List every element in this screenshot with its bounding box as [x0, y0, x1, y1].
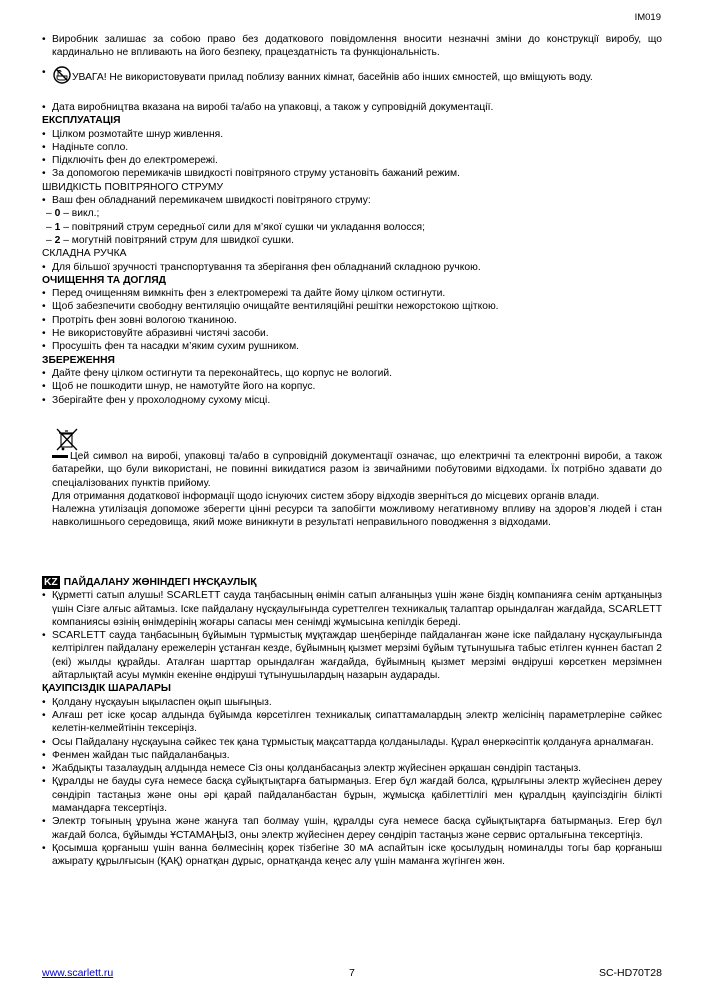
no-bath-warning-icon: [52, 66, 72, 88]
list-item: • Не використовуйте абразивні чистячі засоби.: [42, 327, 662, 340]
list-item: • Підключіть фен до електромережі.: [42, 154, 662, 167]
list-item: • Дата виробництва вказана на виробі та/або на упаковці, а також у супровідній документації.: [42, 101, 662, 114]
weee-text: Цей символ на виробі, упаковці та/або в супровідній документації означає, що електричні та електронні вироби, а також батарейки, що були використані, не повинні викидатися разом із звичайними побутовими відходами. Їх потрібно здавати до спеціалізованих пунктів прийому.: [52, 451, 662, 489]
speed-item: – 0 – викл.;: [46, 208, 100, 220]
list-item: • Для більшої зручності транспортування та зберігання фен обладнаний складною ручкою.: [42, 261, 662, 274]
speed-item: – 2 – могутній повітряний струм для швидкої сушки.: [46, 234, 294, 246]
page-number: 7: [349, 967, 355, 979]
list-item: • Алғаш рет іске қосар алдында бұйымда көрсетілген техникалық сипаттамалардың электр желісінің параметрлеріне сәйкес келетін-келмейтінін тексеріңіз.: [42, 709, 662, 736]
weee-info: Для отримання додаткової інформації щодо існуючих систем збору відходів зверніться до місцевих органів влади.: [52, 490, 600, 502]
list-item: • Перед очищенням вимкніть фен з електромережі та дайте йому цілком остигнути.: [42, 287, 662, 300]
list-item: • Надіньте сопло.: [42, 141, 662, 154]
weee-disposal: Належна утилізація допоможе зберегти цінні ресурси та запобігти можливому негативному впливу на здоров’я людей і стан навколишнього середовища, який може виникнути в результаті неправильного поводження з відходами.: [52, 504, 662, 529]
list-item: • Цілком розмотайте шнур живлення.: [42, 128, 662, 141]
section-heading-speed: ШВИДКІСТЬ ПОВІТРЯНОГО СТРУМУ: [42, 181, 224, 193]
speed-item: – 1 – повітряний струм середньої сили для м’якої сушки чи укладання волосся;: [46, 221, 425, 233]
list-item: • Фенмен жайдан тыс пайдаланбаңыз.: [42, 749, 662, 762]
list-item: • Щоб забезпечити свободну вентиляцію очищайте вентиляційні решітки нежорстокою щіткою.: [42, 300, 662, 313]
weee-block: [42, 428, 662, 530]
ua-main: [42, 101, 662, 407]
kz-title: KZ ПАЙДАЛАНУ ЖӨНІНДЕГІ НҰСҚАУЛЫҚ: [44, 577, 257, 588]
section-heading-storage: ЗБЕРЕЖЕННЯ: [42, 354, 115, 366]
list-item: • Жабдықты тазалаудың алдында немесе Сіз оны қолданбасаңыз электр жүйесінен әрқашан сөндіріп тастаңыз.: [42, 762, 662, 775]
list-item: • Зберігайте фен у прохолодному сухому місці.: [42, 394, 662, 407]
list-item: • Щоб не пошкодити шнур, не намотуйте його на корпус.: [42, 380, 662, 393]
list-item: • Қолдану нұсқауын ықыласпен оқып шығыңыз.: [42, 696, 662, 709]
section-heading-safety: ҚАУІПСІЗДІК ШАРАЛАРЫ: [42, 683, 172, 695]
list-item: • Құралды не бауды суға немесе басқа сұйықтықтарға батырмаңыз. Егер бұл жағдай болса, құрылғыны электр жүйесінен дереу сөндіріп тастаңыз және оны әрі қарай пайдаланбастан бұрын, жұмысқа қабілеттілігі мен құралдың қауіпсіздігін білікті мамандарға тексертіңіз.: [42, 775, 662, 815]
list-item: • Дайте фену цілком остигнути та переконайтесь, що корпус не вологий.: [42, 367, 662, 380]
document-code: IM019: [634, 12, 661, 23]
kz-section: [42, 576, 662, 869]
list-item: • Протріть фен зовні вологою тканиною.: [42, 314, 662, 327]
list-item: • Ваш фен обладнаний перемикачем швидкості повітряного струму:: [42, 194, 662, 207]
list-item: • Қосымша қорғаныш үшін ванна бөлмесінің қорек тізбегіне 30 мА аспайтын іске қосылудың номиналды тогы бар қорғаныш ажырату құрылғысын (ҚАҚ) орнатқан дұрыс, орнатқанда кеңес алу үшін маманға жүгінген жөн.: [42, 842, 662, 869]
section-heading-clean: ОЧИЩЕННЯ ТА ДОГЛЯД: [42, 274, 166, 286]
section-heading-use: ЕКСПЛУАТАЦІЯ: [42, 115, 121, 127]
ua-warning: [42, 66, 662, 88]
website-link[interactable]: www.scarlett.ru: [42, 967, 114, 979]
list-item: • За допомогою перемикачів швидкості повітряного струму установіть бажаний режим.: [42, 167, 662, 180]
list-item: • Электр тоғының ұруына және жануға тап болмау үшін, құралды суға немесе басқа сұйықтықтарға батырмаңыз. Егер бұл жағдай болса, бұйымды ҰСТАМАҢЫЗ, оны электр жүйесінен дереу сөндіріп тастаңыз және сервис орталығына тексертіңіз.: [42, 815, 662, 842]
list-item: • Құрметті сатып алушы! SCARLETT сауда таңбасының өнімін сатып алғаныңыз үшін және біздің компанияға сенім артқаныңыз үшін Сізге алғыс айтамыз. Іске пайдалану нұсқаулығында суреттелген техникалық талаптар орындалған жағдайда, SCARLETT компаниясы өзінің өнімдерінің жоғары сапасы мен сенімді жұмысына кепілдік береді.: [42, 589, 662, 629]
model-number: SC-HD70T28: [598, 967, 662, 979]
list-item: • УВАГА! Не використовувати прилад поблизу ванних кімнат, басейнів або інших ємностей, що вміщують воду.: [42, 66, 662, 88]
section-heading-fold: СКЛАДНА РУЧКА: [42, 248, 127, 260]
ua-notices: [42, 33, 662, 60]
list-item: • Виробник залишає за собою право без додаткового повідомлення вносити незначні зміни до конструкції виробу, що кардинально не впливають на його безпеку, працездатність та функціональність.: [42, 33, 662, 60]
list-item: • Просушіть фен та насадки м’яким сухим рушником.: [42, 340, 662, 353]
list-item: • Осы Пайдалану нұсқауына сәйкес тек қана тұрмыстық мақсаттарда қолданылады. Құрал өнеркәсіптік қолдануға арналмаған.: [42, 736, 662, 749]
language-badge: KZ: [44, 577, 58, 588]
crossed-bin-icon: [42, 428, 662, 452]
list-item: • SCARLETT сауда таңбасының бұйымын тұрмыстық мұқтаждар шеңберінде пайдаланған және іске пайдалану нұсқаулығында келтірілген пайдалану ережелерін ұстанған кезде, бұйымның қызмет мерзімі бұйым тұтынушыға табыс етілген күннен бастап 2 (екі) жылды құрайды. Аталған шарттар орындалған жағдайда, бұйымның қызмет мерзімі өндіруші көрсеткен мерзімнен айтарлықтай асуы мүмкін екеніне өндіруші тұтынушылардың назарын аударады.: [42, 629, 662, 682]
bin-bar-icon: [52, 455, 68, 458]
